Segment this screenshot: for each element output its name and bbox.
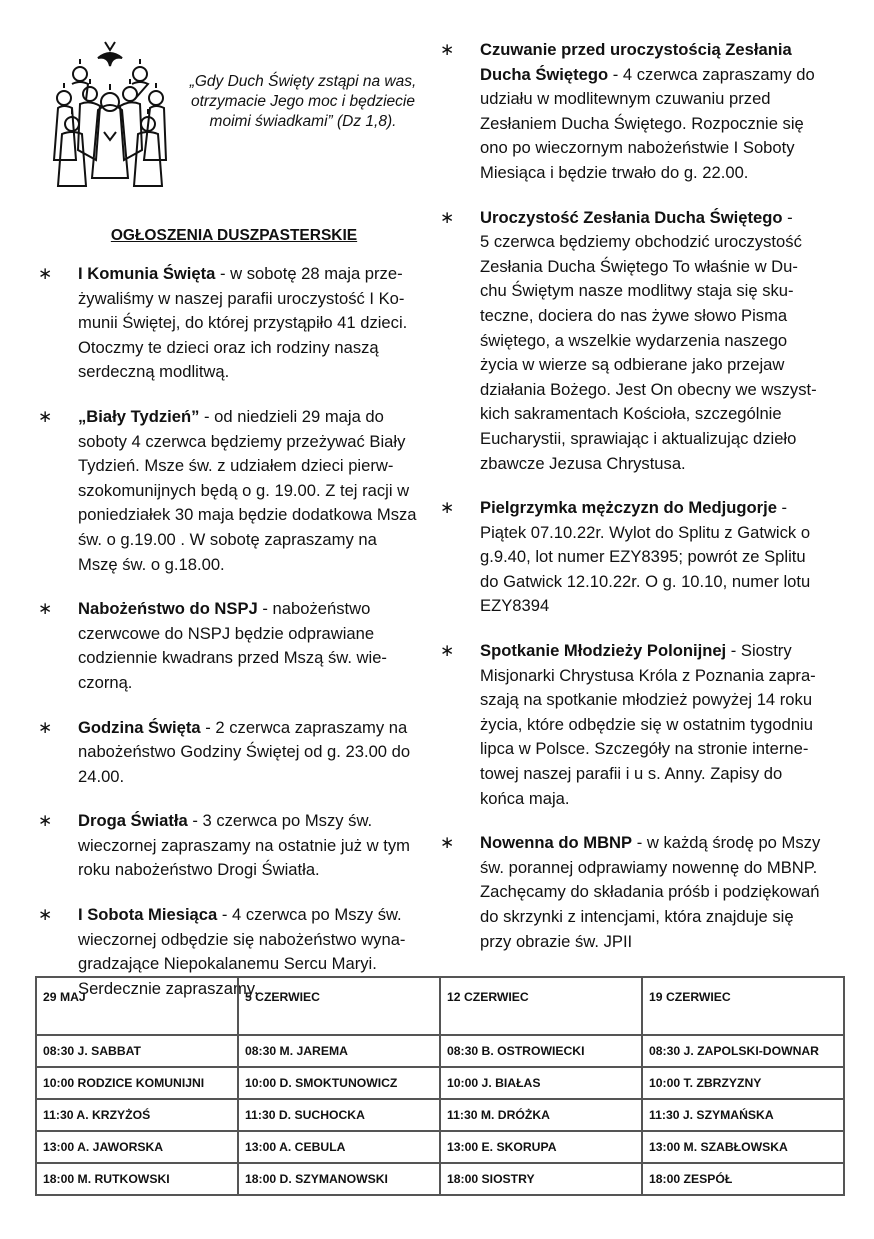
announcement-item — [38, 405, 438, 577]
announcement-text: - 4 czerwca zapraszamy do udziału w modlitewnym czuwaniu przed Zesłaniem Ducha Świętego. Rozpocznie się ono po wieczornym nabożeństwie I Soboty Miesiąca i będzie trwało do g. 22.00. — [480, 64, 815, 182]
asterisk-bullet-icon: ∗ — [38, 811, 53, 831]
table-cell: 18:00 D. SZYMANOWSKI — [238, 1163, 440, 1195]
table-row — [36, 1131, 844, 1163]
announcement-title: Spotkanie Młodzieży Polonijnej — [480, 641, 727, 661]
mass-reader-schedule-table — [35, 976, 845, 1196]
announcement-title: I Sobota Miesiąca — [78, 905, 218, 925]
announcement-title: Czuwanie przed uroczystością Zesłania Ducha Świętego — [480, 40, 792, 84]
table-header-row — [36, 977, 844, 1035]
asterisk-bullet-icon: ∗ — [440, 207, 455, 227]
announcements-left-column — [38, 262, 438, 1021]
asterisk-bullet-icon: ∗ — [440, 498, 455, 518]
table-cell: 10:00 T. ZBRZYZNY — [642, 1067, 844, 1099]
announcement-title: Nowenna do MBNP — [480, 833, 633, 853]
table-cell: 10:00 J. BIAŁAS — [440, 1067, 642, 1099]
asterisk-bullet-icon: ∗ — [38, 599, 53, 619]
table-cell: 11:30 M. DRÓŻKA — [440, 1099, 642, 1131]
table-cell: 13:00 A. JAWORSKA — [36, 1131, 238, 1163]
table-cell: 18:00 SIOSTRY — [440, 1163, 642, 1195]
table-row — [36, 1035, 844, 1067]
asterisk-bullet-icon: ∗ — [38, 905, 53, 925]
table-cell: 11:30 A. KRZYŻOŚ — [36, 1099, 238, 1131]
table-cell: 13:00 A. CEBULA — [238, 1131, 440, 1163]
table-header-cell: 19 CZERWIEC — [642, 977, 844, 1035]
announcements-right-column — [440, 38, 840, 974]
asterisk-bullet-icon: ∗ — [38, 264, 53, 283]
announcement-title: I Komunia Święta — [78, 264, 216, 283]
table-cell: 18:00 ZESPÓŁ — [642, 1163, 844, 1195]
table-cell: 10:00 D. SMOKTUNOWICZ — [238, 1067, 440, 1099]
table-header-cell: 12 CZERWIEC — [440, 977, 642, 1035]
announcement-item — [440, 639, 840, 811]
announcement-text: - w każdą środę po Mszy św. porannej odprawiamy nowennę do MBNP. Zachęcamy do składania próśb i podziękowań do skrzynki z intencjami, która znajduje się przy obrazie św. JPII — [480, 833, 821, 951]
announcement-item — [440, 831, 840, 954]
scripture-quote: „Gdy Duch Święty zstąpi na was, otrzymacie Jego moc i będziecie moimi świadkami” (Dz 1,8). — [189, 73, 417, 130]
table-header-cell: 29 MAJ — [36, 977, 238, 1035]
announcement-item — [440, 206, 840, 477]
asterisk-bullet-icon: ∗ — [38, 717, 53, 737]
announcement-title: Godzina Święta — [78, 717, 201, 737]
pentecost-illustration — [50, 40, 170, 190]
table-cell: 08:30 J. SABBAT — [36, 1035, 238, 1067]
announcement-title: Uroczystość Zesłania Ducha Świętego — [480, 207, 783, 227]
announcement-text: - 4 czerwca po Mszy św. wieczornej odbędzie się nabożeństwo wyna- gradzające Niepokalanemu Sercu Maryi. Serdecznie zapraszamy. — [78, 905, 406, 998]
announcement-text: - w sobotę 28 maja prze- żywaliśmy w naszej parafii uroczystość I Ko- munii Świętej, do której przystąpiło 41 dzieci. Otoczmy te dzieci oraz ich rodziny naszą serdeczną modlitwą. — [78, 264, 408, 382]
table-cell: 08:30 M. JAREMA — [238, 1035, 440, 1067]
page-title: OGŁOSZENIA DUSZPASTERSKIE — [110, 227, 358, 244]
table-cell: 18:00 M. RUTKOWSKI — [36, 1163, 238, 1195]
announcement-item — [440, 496, 840, 619]
table-row — [36, 1067, 844, 1099]
announcement-text: - 3 czerwca po Mszy św. wieczornej zapraszamy na ostatnie już w tym roku nabożeństwo Drogi Światła. — [78, 811, 411, 880]
announcement-text: - nabożeństwo czerwcowe do NSPJ będzie odprawiane codziennie kwadrans przed Mszą św. wie- czorną. — [78, 599, 387, 692]
table-cell: 08:30 B. OSTROWIECKI — [440, 1035, 642, 1067]
announcement-item — [38, 597, 438, 695]
table-cell: 11:30 D. SUCHOCKA — [238, 1099, 440, 1131]
announcement-item — [38, 716, 438, 790]
asterisk-bullet-icon: ∗ — [38, 406, 53, 426]
table-header-cell: 5 CZERWIEC — [238, 977, 440, 1035]
announcement-text: - Piątek 07.10.22r. Wylot do Splitu z Gatwick o g.9.40, lot numer EZY8395; powrót ze Splitu do Gatwick 12.10.22r. O g. 10.10, numer lotu EZY8394 — [480, 498, 811, 616]
announcement-item — [440, 38, 840, 186]
announcement-text: - od niedzieli 29 maja do soboty 4 czerwca będziemy przeżywać Biały Tydzień. Msze św. z udziałem dzieci pierw- szokomunijnych będą o g. 19.00. Z tej racji w poniedziałek 30 maja będzie dodatkowa Msza św. o g.19.00 . W sobotę zapraszamy na Mszę św. o g.18.00. — [78, 406, 417, 574]
announcement-title: Nabożeństwo do NSPJ — [78, 599, 258, 619]
asterisk-bullet-icon: ∗ — [440, 641, 455, 661]
announcement-title: Droga Światła — [78, 811, 188, 831]
table-cell: 13:00 E. SKORUPA — [440, 1131, 642, 1163]
asterisk-bullet-icon: ∗ — [440, 40, 455, 59]
table-row — [36, 1099, 844, 1131]
announcement-title: Pielgrzymka mężczyzn do Medjugorje — [480, 498, 777, 518]
announcement-text: - Siostry Misjonarki Chrystusa Króla z Poznania zapra- szają na spotkanie młodzież powyżej 14 roku życia, które odbędzie się w ostatnim tygodniu lipca w Polsce. Szczegóły na stronie interne- towej naszej parafii i u s. Anny. Zapisy do końca maja. — [480, 641, 816, 808]
table-cell: 10:00 RODZICE KOMUNIJNI — [36, 1067, 238, 1099]
table-cell: 13:00 M. SZABŁOWSKA — [642, 1131, 844, 1163]
table-row — [36, 1163, 844, 1195]
announcement-item — [38, 809, 438, 883]
announcement-title: „Biały Tydzień” — [78, 406, 200, 426]
asterisk-bullet-icon: ∗ — [440, 833, 455, 853]
table-cell: 08:30 J. ZAPOLSKI-DOWNAR — [642, 1035, 844, 1067]
table-cell: 11:30 J. SZYMAŃSKA — [642, 1099, 844, 1131]
announcement-text: - 2 czerwca zapraszamy na nabożeństwo Godziny Świętej od g. 23.00 do 24.00. — [78, 717, 411, 786]
announcement-text: - 5 czerwca będziemy obchodzić uroczystość Zesłania Ducha Świętego To właśnie w Du- chu Świętym nasze modlitwy staja się sku- teczne, dociera do nas żywe słowo Pisma świętego, a wszelkie wydarzenia naszego życia w wierze są odbierane jako przejaw działania Bożego. Jest On obecny we wszyst- kich sakramentach Kościoła, szczególnie Eucharystii, sprawiając i aktualizując dzieło zbawcze Jezusa Chrystusa. — [480, 207, 817, 473]
announcement-item — [38, 262, 438, 385]
